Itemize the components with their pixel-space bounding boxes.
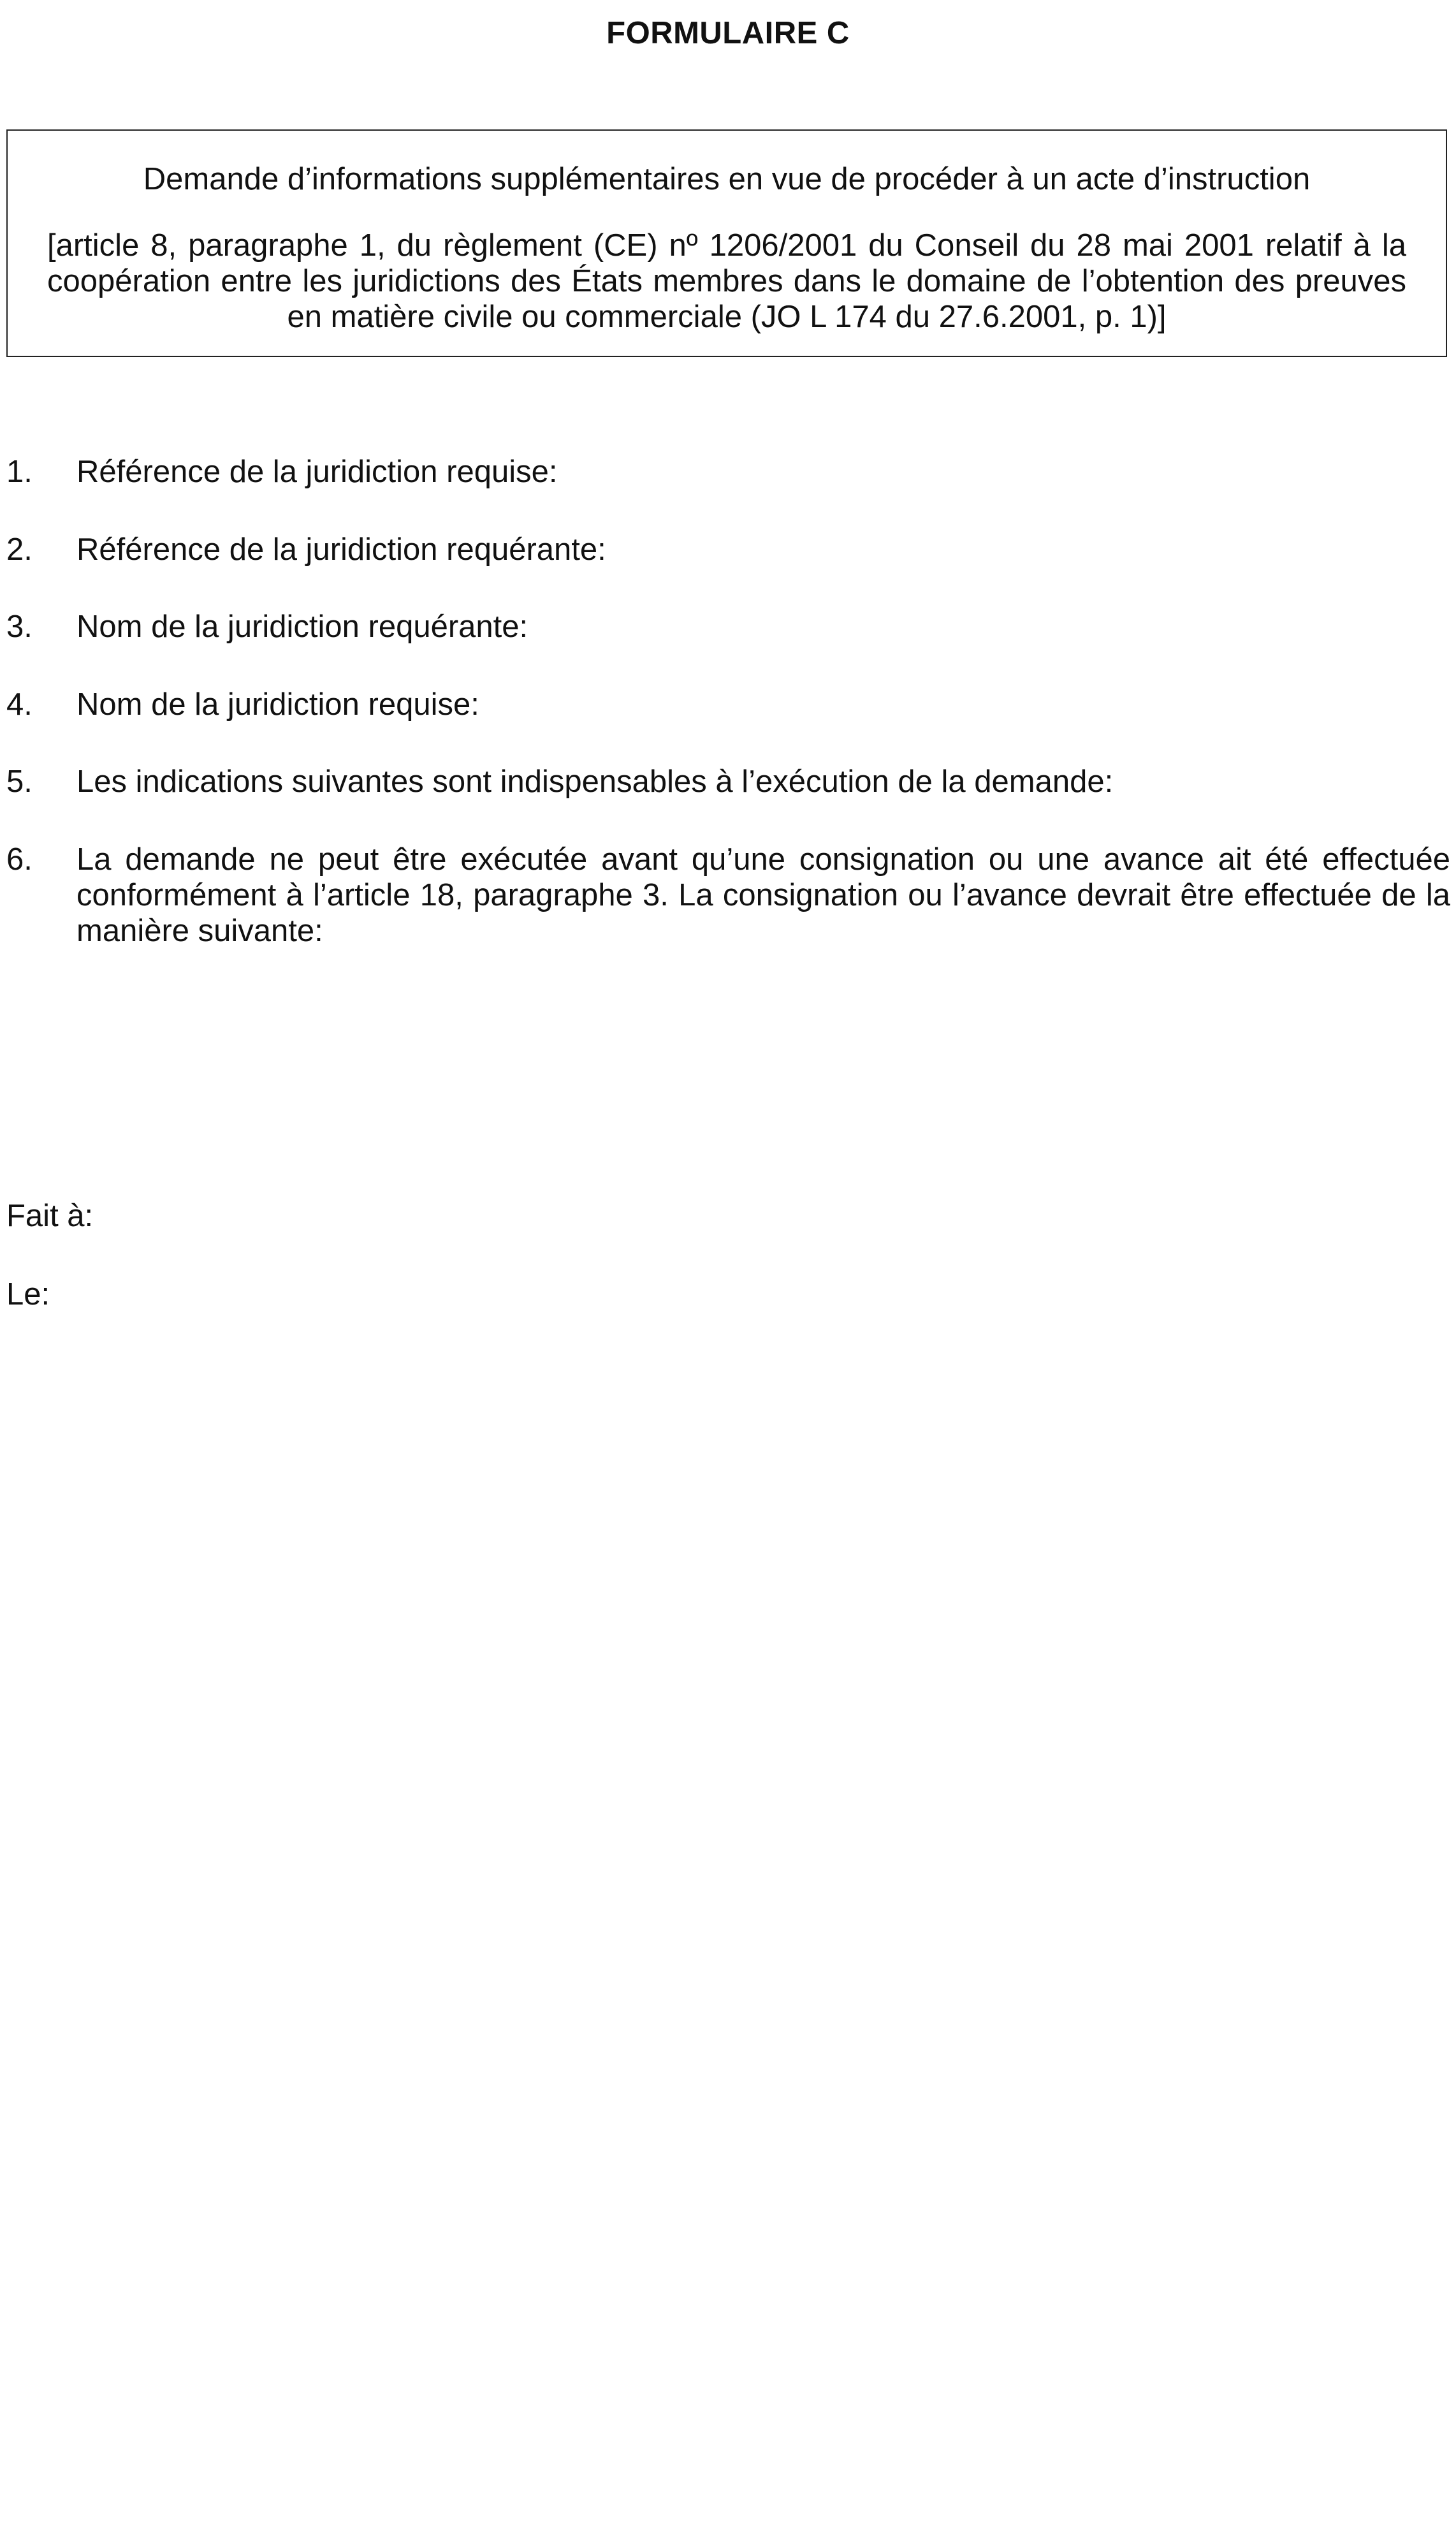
item-text: Les indications suivantes sont indispensables à l’exécution de la demande: (76, 764, 1114, 799)
legal-citation: [article 8, paragraphe 1, du règlement (CE) nº 1206/2001 du Conseil du 28 mai 2001 relatif à la coopération entre les juridictions des États membres dans le domaine de l’obtention des preuves en matière civile ou commerciale (JO L 174 du 27.6.2001, p. 1)] (47, 228, 1406, 334)
item-text: Nom de la juridiction requérante: (76, 610, 528, 644)
item-number: 4. (6, 687, 33, 722)
form-item (6, 842, 1450, 949)
form-title: FORMULAIRE C (606, 16, 850, 50)
item-number: 3. (6, 610, 33, 644)
item-number: 2. (6, 532, 33, 567)
form-item (6, 609, 1450, 645)
date-label: Le: (6, 1277, 50, 1312)
item-text: La demande ne peut être exécutée avant qu’une consignation ou une avance ait été effectuée conformément à l’article 18, paragraphe 3. La consignation ou l’avance devrait être effectuée de la manière suivante: (76, 842, 1450, 948)
item-text: Référence de la juridiction requise: (76, 455, 558, 489)
request-heading: Demande d’informations supplémentaires en vue de procéder à un acte d’instruction (143, 162, 1311, 196)
item-number: 6. (6, 842, 33, 877)
header-box (6, 129, 1447, 357)
form-item (6, 687, 1450, 722)
form-item (6, 532, 1450, 567)
item-number: 5. (6, 764, 33, 799)
item-text: Nom de la juridiction requise: (76, 687, 479, 722)
place-label: Fait à: (6, 1199, 94, 1233)
item-text: Référence de la juridiction requérante: (76, 532, 606, 567)
form-item (6, 764, 1450, 800)
item-number: 1. (6, 455, 33, 489)
form-item (6, 454, 1450, 490)
